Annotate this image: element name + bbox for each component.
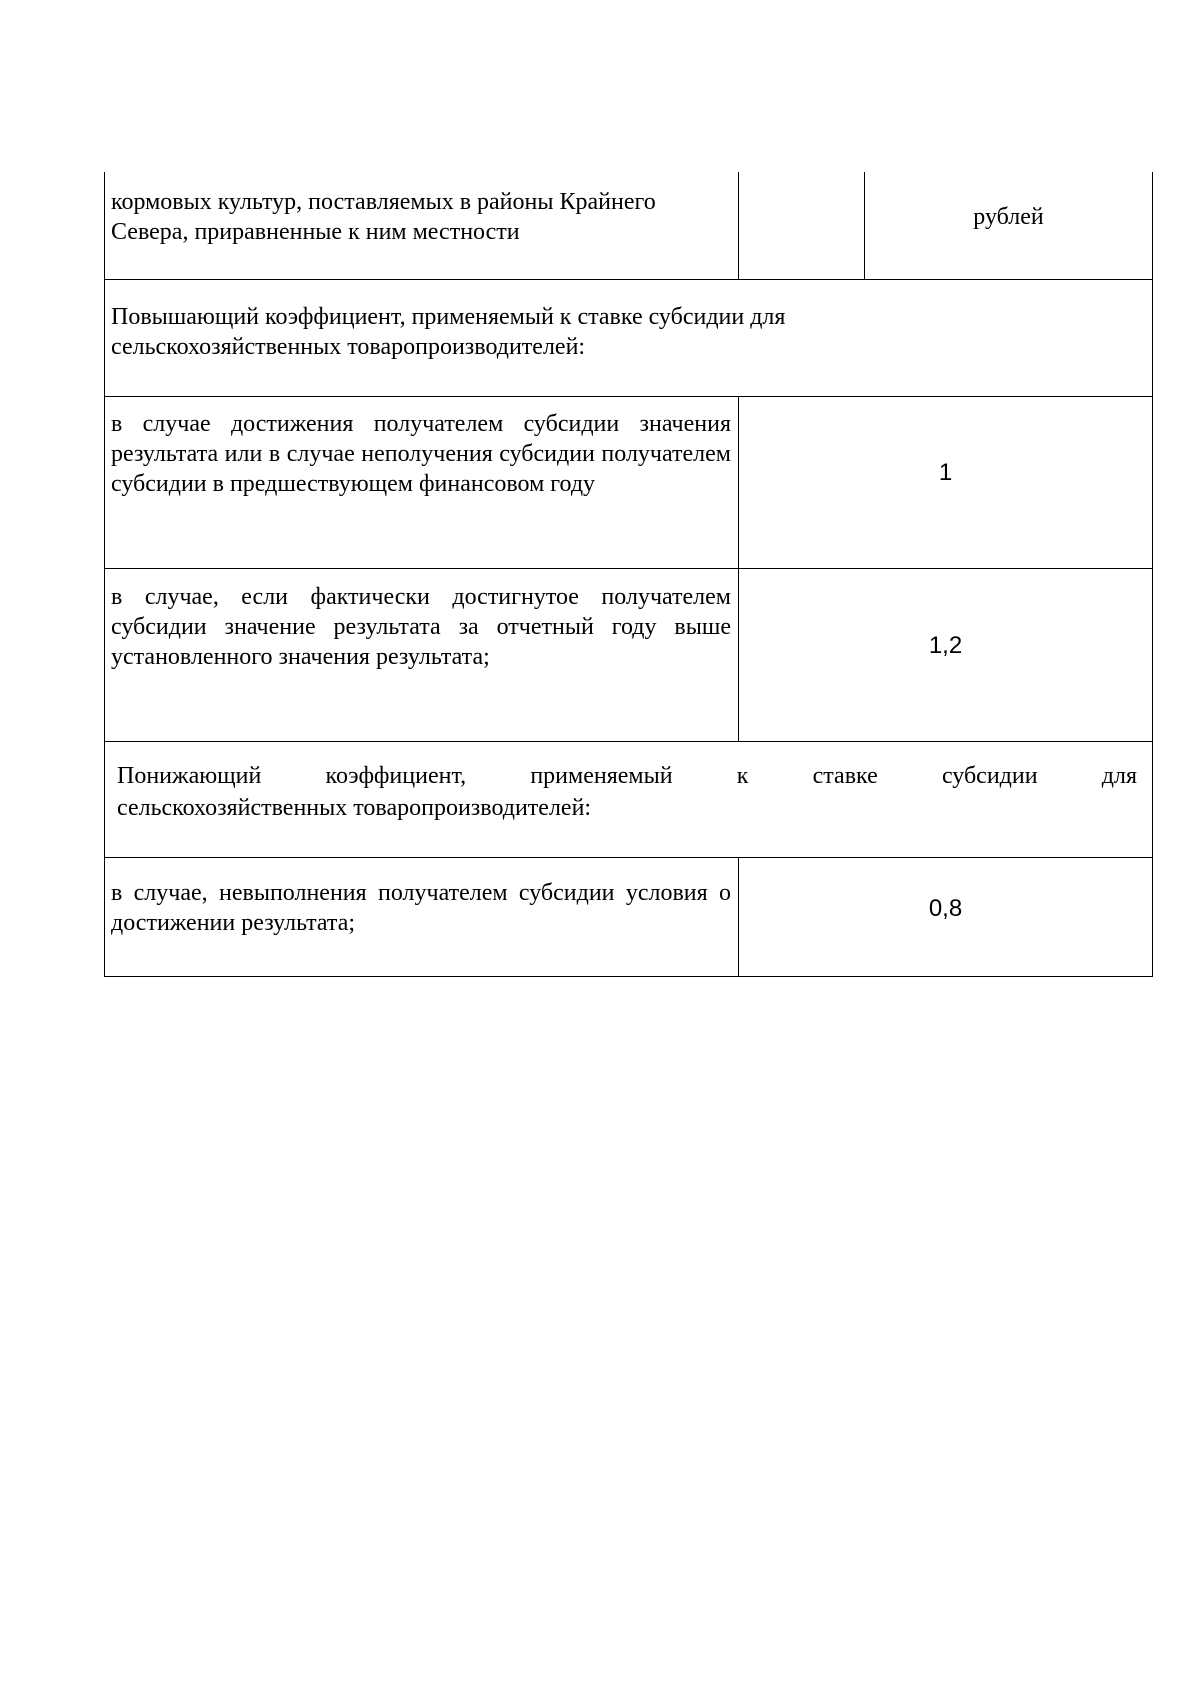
row-border-4	[104, 741, 1153, 742]
table-row-feed-unit: рублей	[973, 204, 1044, 230]
row-border-3	[104, 568, 1153, 569]
row-border-2	[104, 396, 1153, 397]
column-divider-row1-a	[738, 172, 739, 280]
decrease-coefficient-header-line1: Понижающий коэффициент, применяемый к ставке субсидии для	[117, 763, 1137, 789]
decrease-case-1-text: в случае, невыполнения получателем субсидии условия о достижении результата;	[111, 880, 731, 936]
table-border-bottom	[104, 976, 1153, 977]
column-divider-increase	[738, 397, 739, 742]
row-border-5	[104, 857, 1153, 858]
increase-case-1-value: 1	[938, 459, 953, 486]
increase-case-2-text: в случае, если фактически достигнутое получателем субсидии значение результата за отчетный году выше установленного значения результата;	[111, 584, 731, 670]
row-border-1	[104, 279, 1153, 280]
decrease-coefficient-header-line2: сельскохозяйственных товаропроизводителей:	[117, 795, 592, 821]
increase-case-1-text: в случае достижения получателем субсидии значения результата или в случае неполучения субсидии получателем субсидии в предшествующем финансовом году	[111, 411, 731, 497]
increase-case-2-value: 1,2	[928, 632, 963, 659]
table-row-feed-text: кормовых культур, поставляемых в районы Крайнего Севера, приравненные к ним местности	[111, 189, 656, 245]
decrease-case-1-value: 0,8	[928, 895, 963, 922]
increase-coefficient-header: Повышающий коэффициент, применяемый к ставке субсидии для сельскохозяйственных товаропроизводителей:	[111, 304, 786, 360]
